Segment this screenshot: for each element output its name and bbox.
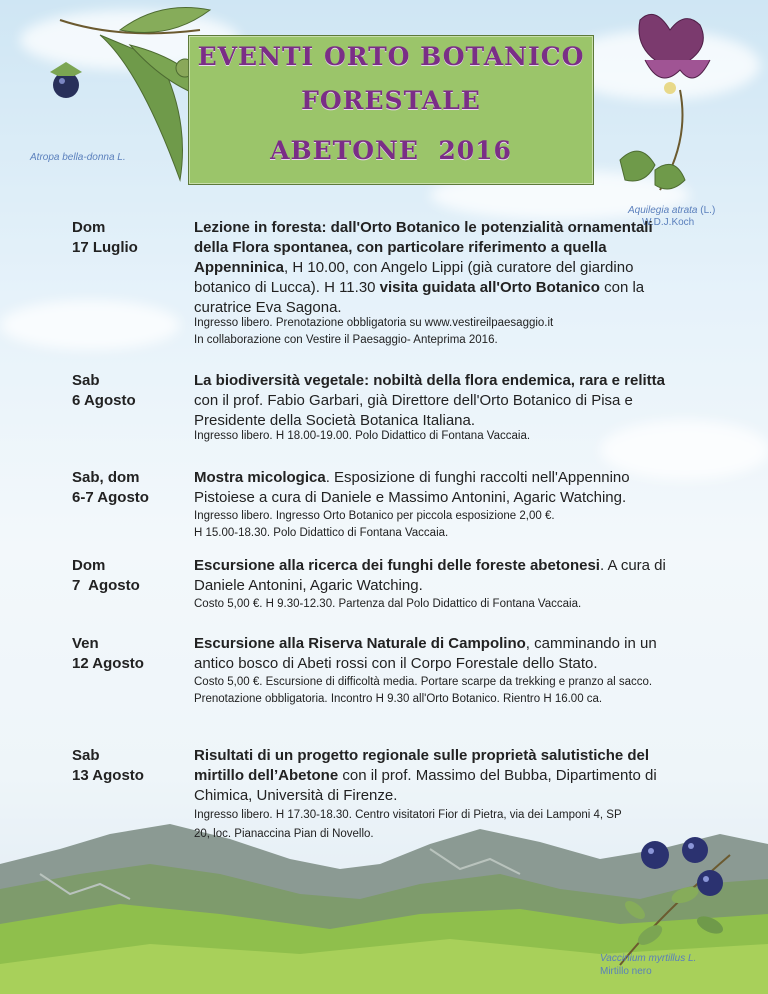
event-note-line: Ingresso libero. H 17.30-18.30. Centro visitatori Fior di Pietra, via dei Lamponi 4, SP 20, loc. Pianaccina Pian di Novello.: [194, 809, 622, 840]
event-date-text: 6-7 Agosto: [72, 489, 149, 506]
event-text: con il prof. Massimo del Bubba, Dipartimento di Chimica, Università di Firenze.: [194, 767, 657, 804]
event-date-text: 17 Luglio: [72, 239, 138, 256]
event-day: Dom: [72, 557, 106, 574]
event-text: . A cura di Daniele Antonini, Agaric Watching.: [194, 557, 666, 594]
event-note: [194, 428, 694, 445]
event-day: Ven: [72, 635, 99, 652]
event-text: , H 10.00, con Angelo Lippi (già curatore del giardino botanico di Lucca). H 11.30: [194, 259, 634, 296]
caption-vaccinium-line-1: Vaccinium myrtillus L.: [600, 953, 697, 964]
event-note-line: Costo 5,00 €. H 9.30-12.30. Partenza dal Polo Didattico di Fontana Vaccaia.: [194, 598, 582, 610]
event-description: [194, 556, 684, 596]
caption-atropa: Atropa bella-donna L.: [30, 152, 126, 163]
event-date: [72, 371, 172, 411]
aquilegia-atrata-illustration: [600, 0, 768, 200]
event-note: [194, 508, 694, 542]
event-note-line: H 15.00-18.30. Polo Didattico di Fontana Vaccaia.: [194, 527, 449, 539]
event-text: , camminando in un antico bosco di Abeti rossi con il Corpo Forestale dello Stato.: [194, 635, 657, 672]
event-date: [72, 634, 172, 674]
event-note: [194, 806, 634, 844]
event-note-line: Ingresso libero. Prenotazione obbligatoria su www.vestireilpaesaggio.it: [194, 317, 554, 329]
title-line-3: ABETONE 2016: [270, 136, 512, 165]
event-note: [194, 315, 694, 349]
event-description: [194, 371, 684, 431]
event-description: [194, 634, 684, 674]
event-text-2: con la curatrice Eva Sagona.: [194, 279, 645, 316]
event-title: Escursione alla Riserva Naturale di Campolino: [194, 635, 526, 652]
event-day: Dom: [72, 219, 106, 236]
event-note: [194, 596, 694, 613]
caption-vaccinium: [600, 952, 696, 978]
event-date: [72, 468, 172, 508]
event-title: Mostra micologica: [194, 469, 326, 486]
event-date: [72, 556, 172, 596]
title-line-1: EVENTI ORTO BOTANICO: [197, 42, 585, 71]
event-date: [72, 746, 172, 786]
event-day: Sab, dom: [72, 469, 140, 486]
event-note: [194, 674, 664, 708]
caption-vaccinium-line-2: Mirtillo nero: [600, 966, 652, 977]
title-box: [188, 35, 594, 185]
event-day: Sab: [72, 747, 100, 764]
event-title: Lezione in foresta: dall'Orto Botanico le potenzialità ornamentali della Flora spontanea, con particolare riferimento a quella Appenninica: [194, 219, 653, 276]
event-description: [194, 746, 684, 806]
event-date-text: 6 Agosto: [72, 392, 136, 409]
event-text: . Esposizione di funghi raccolti nell'Appennino Pistoiese a cura di Daniele e Massimo Antonini, Agaric Watching.: [194, 469, 630, 506]
event-title: Risultati di un progetto regionale sulle proprietà salutistiche del mirtillo dell’Abetone: [194, 747, 650, 784]
event-text: con il prof. Fabio Garbari, già Direttore dell'Orto Botanico di Pisa e Presidente della Società Botanica Italiana.: [194, 392, 633, 429]
caption-aquilegia-name: Aquilegia atrata: [628, 205, 698, 216]
event-description: [194, 218, 684, 318]
title-line-2: FORESTALE: [301, 86, 481, 115]
event-note-line: In collaborazione con Vestire il Paesaggio- Anteprima 2016.: [194, 334, 498, 346]
event-note-line: Ingresso libero. Ingresso Orto Botanico per piccola esposizione 2,00 €.: [194, 510, 555, 522]
event-title: Escursione alla ricerca dei funghi delle foreste abetonesi: [194, 557, 600, 574]
event-date: [72, 218, 172, 258]
event-title: La biodiversità vegetale: nobiltà della flora endemica, rara e relitta: [194, 372, 665, 389]
event-description: [194, 468, 684, 508]
cloud: [0, 300, 180, 350]
event-day: Sab: [72, 372, 100, 389]
caption-aquilegia-author-1: (L.): [700, 205, 716, 216]
event-note-line: Ingresso libero. H 18.00-19.00. Polo Didattico di Fontana Vaccaia.: [194, 430, 531, 442]
event-date-text: 7 Agosto: [72, 577, 140, 594]
event-highlight: visita guidata all'Orto Botanico: [379, 279, 600, 296]
caption-aquilegia-author-2: W.D.J.Koch: [642, 217, 695, 228]
event-note-line: Costo 5,00 €. Escursione di difficoltà media. Portare scarpe da trekking e pranzo al sacco. Prenotazione obbligatoria. Incontro H 9.30 all'Orto Botanico. Rientro H 16.00 ca.: [194, 676, 653, 705]
event-date-text: 12 Agosto: [72, 655, 144, 672]
event-date-text: 13 Agosto: [72, 767, 144, 784]
